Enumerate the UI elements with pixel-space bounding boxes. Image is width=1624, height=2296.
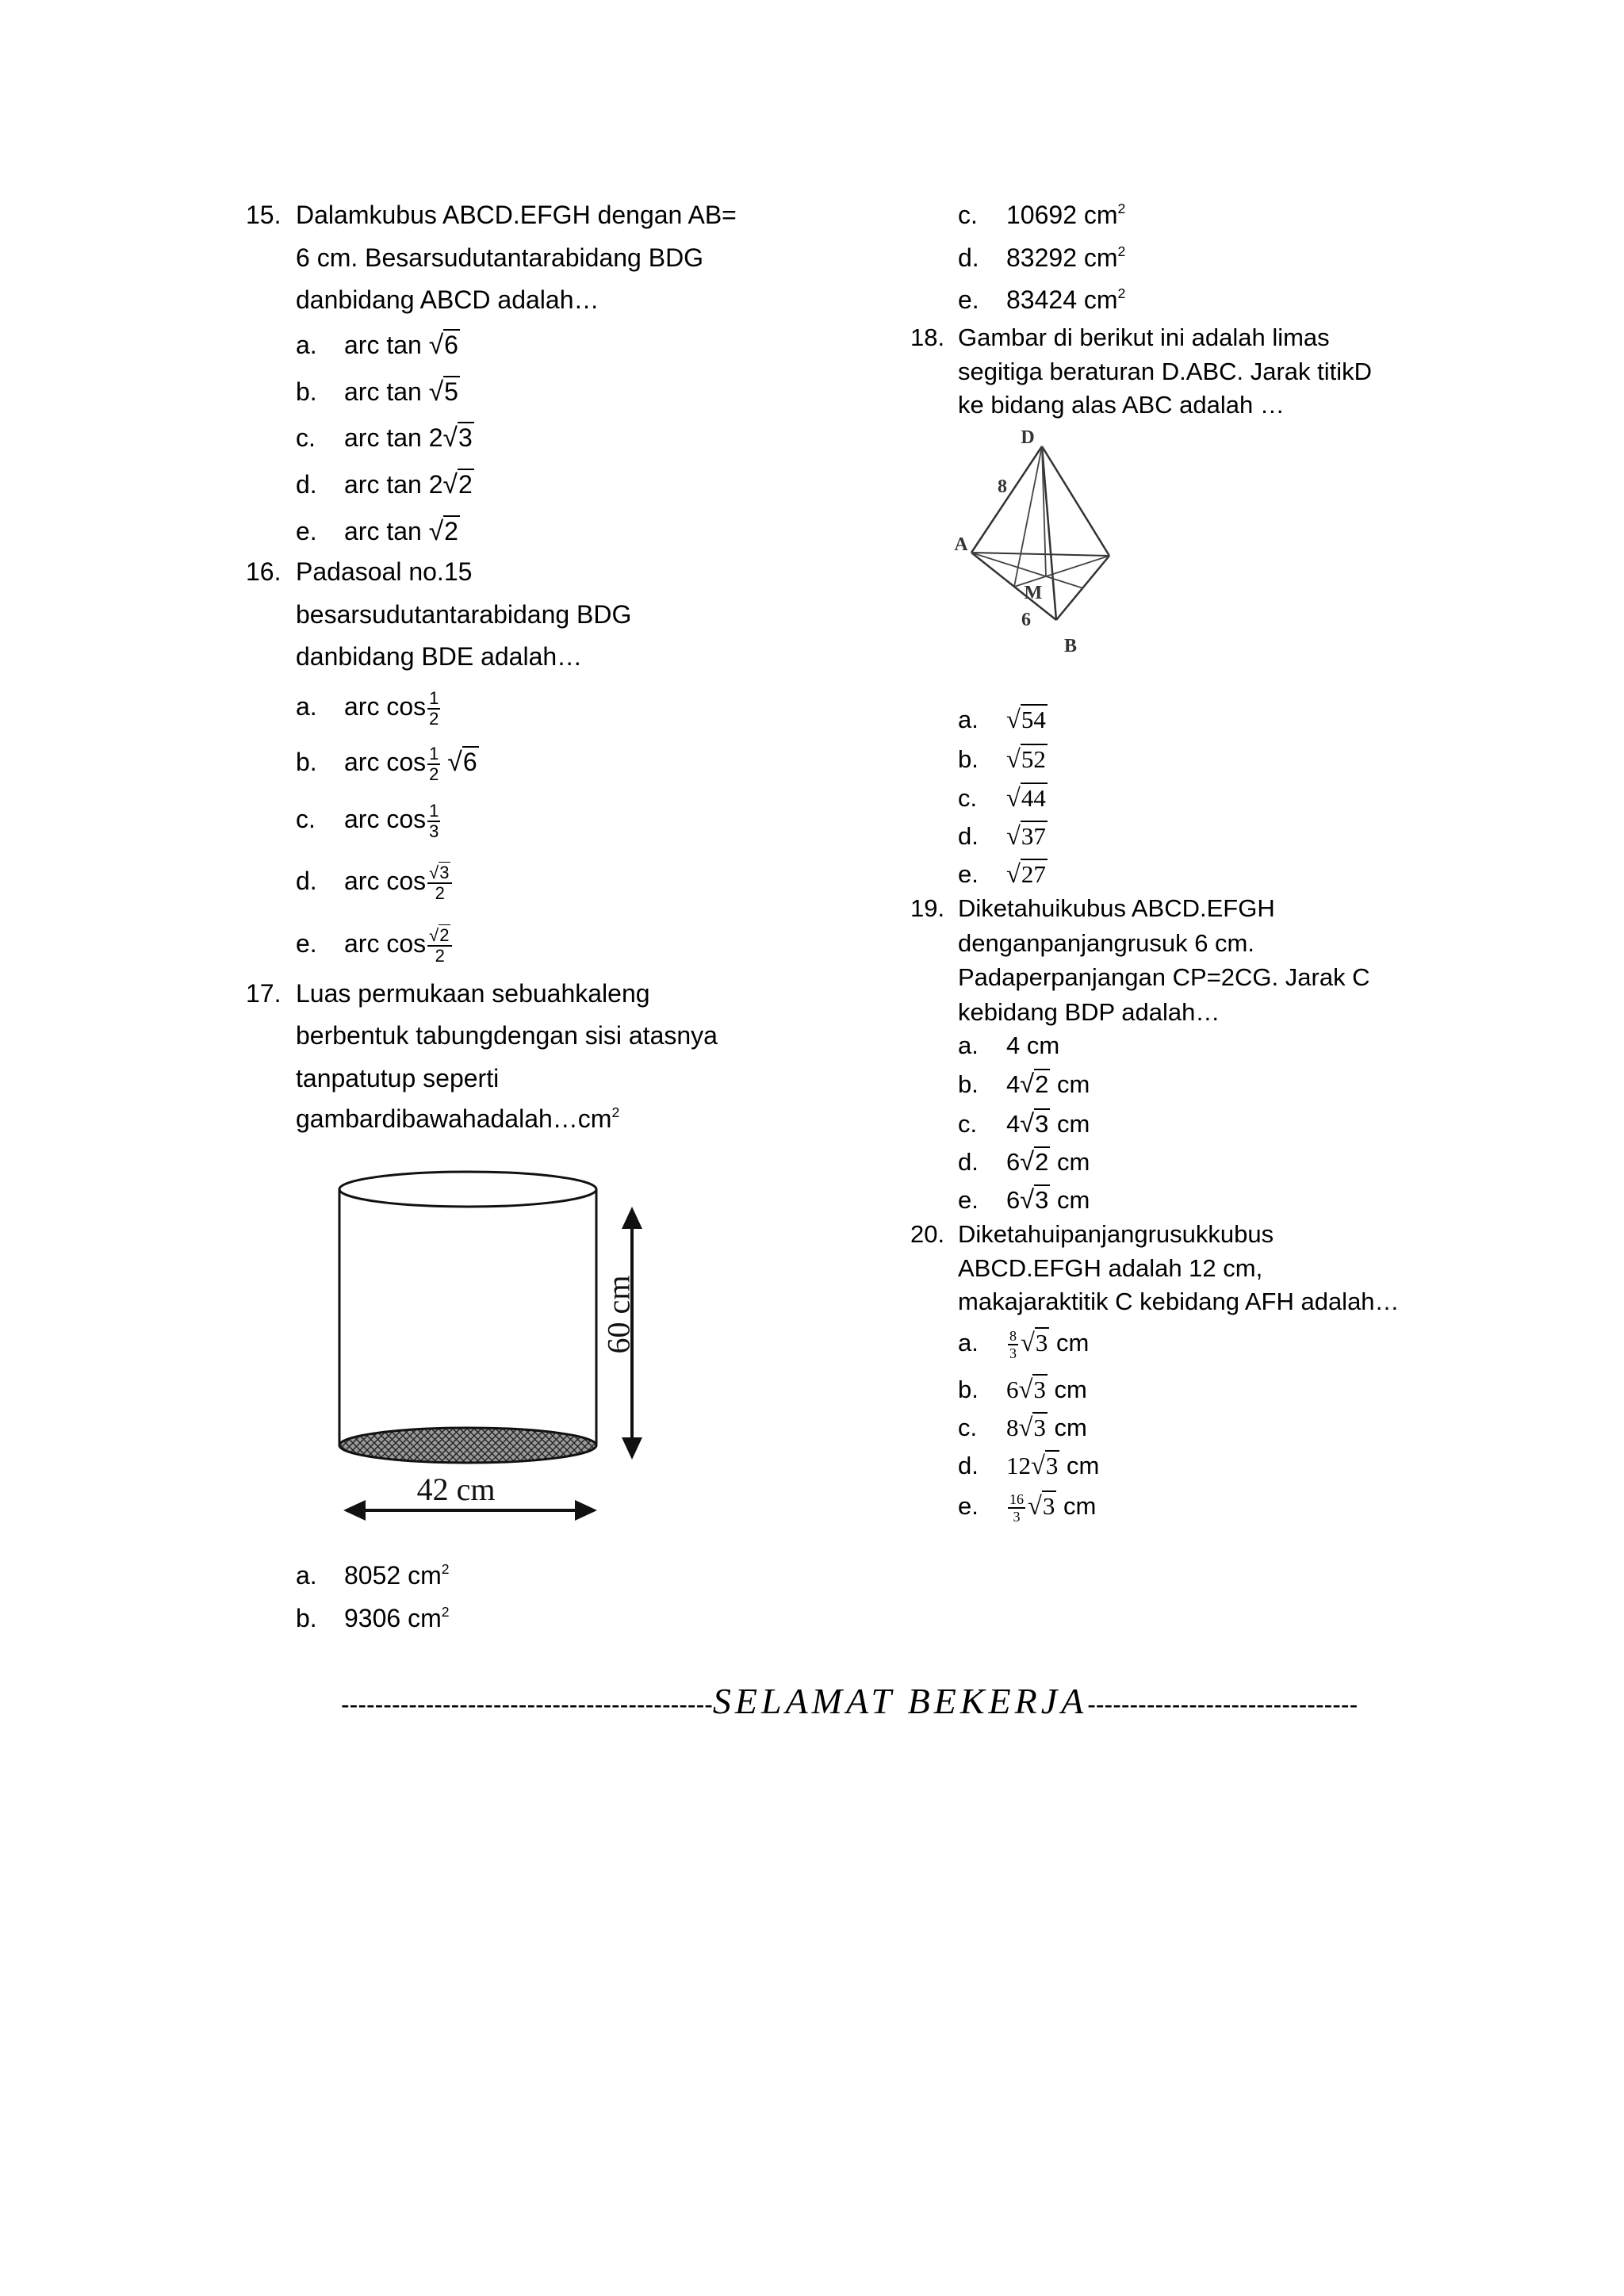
radicand: 2: [439, 924, 450, 945]
radicand: 37: [1021, 822, 1046, 850]
fraction: [427, 744, 440, 784]
sqrt-symbol: √: [1020, 1185, 1035, 1214]
radicand: 3: [1035, 1110, 1049, 1138]
option-letter: a.: [296, 331, 317, 359]
coefficient: 6: [1006, 1186, 1021, 1214]
sqrt-symbol: √: [1006, 860, 1021, 889]
radicand: 2: [1035, 1070, 1049, 1098]
fraction-numerator: 8: [1009, 1327, 1017, 1344]
option-d: [958, 1146, 1090, 1177]
option-text: 83424 cm: [1006, 285, 1118, 314]
superscript: 2: [441, 1560, 450, 1577]
radicand: 3: [1035, 1329, 1048, 1357]
fraction-numerator: 16: [1009, 1490, 1024, 1507]
sqrt-symbol: √: [1018, 1414, 1033, 1442]
radicand: 44: [1021, 784, 1046, 812]
option-letter: d.: [958, 1148, 979, 1176]
option-text: arc cos: [344, 867, 427, 895]
fraction-denominator: 3: [1009, 1345, 1017, 1361]
question-text-line: ke bidang alas ABC adalah …: [958, 391, 1285, 419]
radicand: 5: [444, 377, 458, 406]
sqrt-symbol: √: [1020, 1147, 1035, 1176]
fraction-denominator: 3: [1013, 1508, 1021, 1525]
sqrt-symbol: √: [1020, 1109, 1035, 1138]
option-a: [958, 704, 1048, 736]
option-e: [958, 859, 1048, 890]
sqrt-symbol: √: [442, 423, 458, 453]
point-label-m: M: [1024, 583, 1043, 603]
question-text-line: Padaperpanjangan CP=2CG. Jarak C: [958, 963, 1370, 991]
option-c: [296, 791, 442, 847]
closing-footer: [341, 1680, 1358, 1728]
fraction-denominator: 2: [429, 763, 439, 784]
option-text: arc cos: [344, 929, 427, 958]
option-e: [296, 511, 460, 551]
sqrt-symbol: √: [428, 331, 444, 360]
sqrt-symbol: √: [1018, 1376, 1033, 1404]
radicand: 3: [1033, 1414, 1046, 1441]
option-letter: c.: [958, 201, 978, 229]
option-letter: a.: [296, 1561, 317, 1590]
option-letter: d.: [958, 1452, 979, 1479]
option-text: arc tan: [344, 331, 429, 359]
option-d: [296, 853, 454, 909]
option-e: [958, 1184, 1090, 1215]
height-arrow-head-bottom: [622, 1437, 642, 1460]
vertex-label-d: D: [1021, 427, 1035, 448]
fraction-denominator: 2: [429, 708, 439, 729]
fraction: [427, 863, 452, 903]
radicand: 3: [1035, 1186, 1049, 1214]
option-letter: b.: [296, 1604, 317, 1632]
fraction-numerator: [427, 863, 452, 884]
height-arrow-head-top: [622, 1207, 642, 1229]
question-number: 19.: [910, 894, 945, 922]
vertex-label-b: B: [1063, 636, 1078, 656]
sqrt-symbol: √: [1028, 1492, 1042, 1521]
sqrt-symbol: √: [428, 517, 444, 546]
option-letter: c.: [296, 805, 316, 833]
option-text: arc tan 2: [344, 470, 443, 499]
diameter-label: 42 cm: [416, 1471, 496, 1507]
question-text: gambardibawahadalah…cm: [296, 1104, 612, 1133]
superscript: 2: [441, 1603, 450, 1620]
edge-label-ab: 6: [1021, 610, 1031, 630]
option-letter: c.: [958, 784, 978, 812]
height-label: 60 cm: [600, 1275, 637, 1354]
sqrt-symbol: √: [428, 377, 444, 407]
option-b: [958, 744, 1048, 775]
option-e: [958, 280, 1125, 320]
footer-dashes-right: --------------------------------: [1087, 1690, 1358, 1719]
coefficient: 4: [1006, 1070, 1021, 1098]
radicand: 6: [444, 331, 458, 359]
option-letter: c.: [958, 1414, 978, 1441]
option-c: [958, 1108, 1090, 1139]
vertex-label-a: A: [954, 534, 968, 555]
question-text-line: [296, 1099, 619, 1138]
coefficient: 6: [1006, 1148, 1021, 1176]
question-text-line: Dalamkubus ABCD.EFGH dengan AB=: [296, 201, 737, 229]
unit: cm: [1049, 1329, 1090, 1357]
option-letter: e.: [958, 1186, 979, 1214]
option-e: [296, 916, 454, 971]
coefficient: 4: [1006, 1110, 1021, 1138]
question-number: 20.: [910, 1220, 945, 1248]
option-letter: d.: [958, 822, 979, 850]
option-text: arc tan: [344, 377, 429, 406]
option-text: arc tan: [344, 517, 429, 545]
option-text: 4 cm: [1006, 1031, 1060, 1059]
option-letter: c.: [296, 423, 316, 452]
question-number: 16.: [246, 557, 282, 586]
option-c: [958, 1412, 1087, 1444]
option-letter: e.: [296, 929, 317, 958]
option-c: [958, 783, 1048, 814]
question-number: 15.: [246, 201, 282, 229]
unit: cm: [1050, 1110, 1090, 1138]
radicand: 2: [1035, 1148, 1049, 1176]
option-a: [296, 679, 442, 734]
option-a: [296, 325, 460, 365]
option-letter: d.: [296, 867, 317, 895]
unit: cm: [1059, 1452, 1100, 1479]
superscript: 2: [611, 1104, 620, 1120]
question-text-line: Diketahuikubus ABCD.EFGH: [958, 894, 1275, 922]
question-text-line: ABCD.EFGH adalah 12 cm,: [958, 1254, 1263, 1282]
question-text-line: tanpatutup seperti: [296, 1064, 500, 1093]
edge-dc: [1042, 446, 1109, 556]
fraction-numerator: 1: [429, 800, 439, 821]
sqrt-symbol: √: [429, 924, 439, 945]
question-text-line: Padasoal no.15: [296, 557, 473, 586]
unit: cm: [1050, 1186, 1090, 1214]
cylinder-base-ellipse: [339, 1428, 596, 1463]
sqrt-symbol: √: [442, 470, 458, 499]
option-letter: d.: [958, 243, 979, 272]
sqrt-symbol: √: [1006, 822, 1021, 851]
option-text: 9306 cm: [344, 1604, 442, 1632]
option-letter: e.: [958, 1492, 979, 1520]
option-letter: e.: [296, 517, 317, 545]
fraction: [1008, 1491, 1025, 1525]
question-text-line: berbentuk tabungdengan sisi atasnya: [296, 1021, 718, 1050]
fraction-numerator: [427, 926, 452, 947]
unit: cm: [1050, 1070, 1090, 1098]
option-b: [958, 1068, 1090, 1100]
question-text-line: kebidang BDP adalah…: [958, 998, 1220, 1026]
superscript: 2: [1117, 200, 1126, 216]
question-text-line: denganpanjangrusuk 6 cm.: [958, 929, 1254, 957]
fraction-denominator: 3: [429, 821, 439, 841]
sqrt-symbol: √: [1006, 706, 1021, 734]
diameter-arrow-head-right: [575, 1500, 597, 1521]
unit: cm: [1056, 1492, 1097, 1520]
sqrt-symbol: √: [447, 748, 462, 777]
question-text-line: danbidang ABCD adalah…: [296, 285, 599, 314]
coefficient: 6: [1006, 1376, 1019, 1403]
fraction-denominator: 2: [435, 882, 445, 903]
edge-label-da: 8: [998, 476, 1007, 497]
option-text: arc cos: [344, 748, 427, 776]
option-b: [296, 734, 479, 790]
question-number: 18.: [910, 323, 945, 351]
diameter-arrow-head-left: [343, 1500, 366, 1521]
radicand: 52: [1021, 745, 1046, 773]
option-letter: b.: [958, 1376, 979, 1403]
radicand: 3: [1045, 1452, 1059, 1479]
footer-title: SELAMAT BEKERJA: [712, 1681, 1088, 1721]
fraction-numerator: 1: [429, 743, 439, 763]
option-text: arc cos: [344, 692, 427, 721]
option-letter: b.: [296, 748, 317, 776]
option-letter: b.: [958, 1070, 979, 1098]
option-text: 83292 cm: [1006, 243, 1118, 272]
question-number: 17.: [246, 979, 282, 1008]
fraction: [427, 802, 440, 841]
option-letter: b.: [958, 745, 979, 773]
option-letter: b.: [296, 377, 317, 406]
sqrt-symbol: √: [1006, 745, 1021, 774]
option-a: [958, 1030, 1059, 1062]
question-text-line: segitiga beraturan D.ABC. Jarak titikD: [958, 358, 1373, 385]
edge-ac: [971, 553, 1109, 556]
question-text-line: Gambar di berikut ini adalah limas: [958, 323, 1330, 351]
radicand: 2: [458, 470, 473, 499]
option-b: [296, 1598, 450, 1638]
sqrt-symbol: √: [1021, 1329, 1035, 1357]
option-letter: c.: [958, 1110, 978, 1138]
option-text: arc tan 2: [344, 423, 443, 452]
question-text-line: makajaraktitik C kebidang AFH adalah…: [958, 1288, 1400, 1315]
footer-dashes-left: --------------------------------------------: [341, 1690, 713, 1719]
unit: cm: [1050, 1148, 1090, 1176]
option-d: [296, 465, 474, 504]
unit: cm: [1047, 1376, 1087, 1403]
option-letter: a.: [958, 706, 979, 733]
radicand: 3: [1033, 1376, 1046, 1403]
pyramid-figure: [944, 420, 1134, 666]
fraction: [427, 689, 440, 729]
superscript: 2: [1117, 285, 1126, 301]
option-d: [958, 821, 1048, 852]
option-letter: e.: [958, 285, 979, 314]
radicand: 6: [462, 748, 477, 776]
fraction-numerator: 1: [429, 687, 439, 708]
radicand: 2: [444, 517, 458, 545]
option-text: 10692 cm: [1006, 201, 1118, 229]
radicand: 3: [439, 862, 450, 882]
option-c: [296, 418, 474, 457]
sqrt-symbol: √: [1006, 784, 1021, 813]
radicand: 3: [458, 423, 473, 452]
option-letter: a.: [958, 1031, 979, 1059]
option-c: [958, 195, 1125, 235]
fraction-denominator: 2: [435, 945, 445, 966]
question-text-line: Luas permukaan sebuahkaleng: [296, 979, 650, 1008]
sqrt-symbol: √: [429, 862, 439, 882]
option-a: [958, 1321, 1089, 1365]
sqrt-symbol: √: [1031, 1452, 1045, 1480]
option-text: 8052 cm: [344, 1561, 442, 1590]
cylinder-top-ellipse: [339, 1172, 596, 1207]
option-b: [296, 372, 460, 411]
option-text: arc cos: [344, 805, 427, 833]
coefficient: 8: [1006, 1414, 1019, 1441]
option-d: [958, 1450, 1099, 1482]
option-letter: a.: [958, 1329, 979, 1357]
radicand: 27: [1021, 860, 1046, 888]
fraction: [427, 926, 452, 966]
option-letter: e.: [958, 860, 979, 888]
option-a: [296, 1556, 450, 1595]
cylinder-figure: [317, 1158, 666, 1538]
option-b: [958, 1374, 1087, 1406]
option-e: [958, 1484, 1096, 1529]
option-letter: d.: [296, 470, 317, 499]
option-d: [958, 238, 1125, 277]
unit: cm: [1047, 1414, 1087, 1441]
option-letter: a.: [296, 692, 317, 721]
coefficient: 12: [1006, 1452, 1031, 1479]
question-text-line: Diketahuipanjangrusukkubus: [958, 1220, 1274, 1248]
sqrt-symbol: √: [1020, 1070, 1035, 1098]
radicand: 54: [1021, 706, 1046, 733]
question-text-line: danbidang BDE adalah…: [296, 642, 583, 671]
question-text-line: besarsudutantarabidang BDG: [296, 600, 632, 629]
radicand: 3: [1042, 1492, 1055, 1520]
fraction: [1008, 1328, 1018, 1361]
superscript: 2: [1117, 243, 1126, 259]
question-text-line: 6 cm. Besarsudutantarabidang BDG: [296, 243, 704, 272]
